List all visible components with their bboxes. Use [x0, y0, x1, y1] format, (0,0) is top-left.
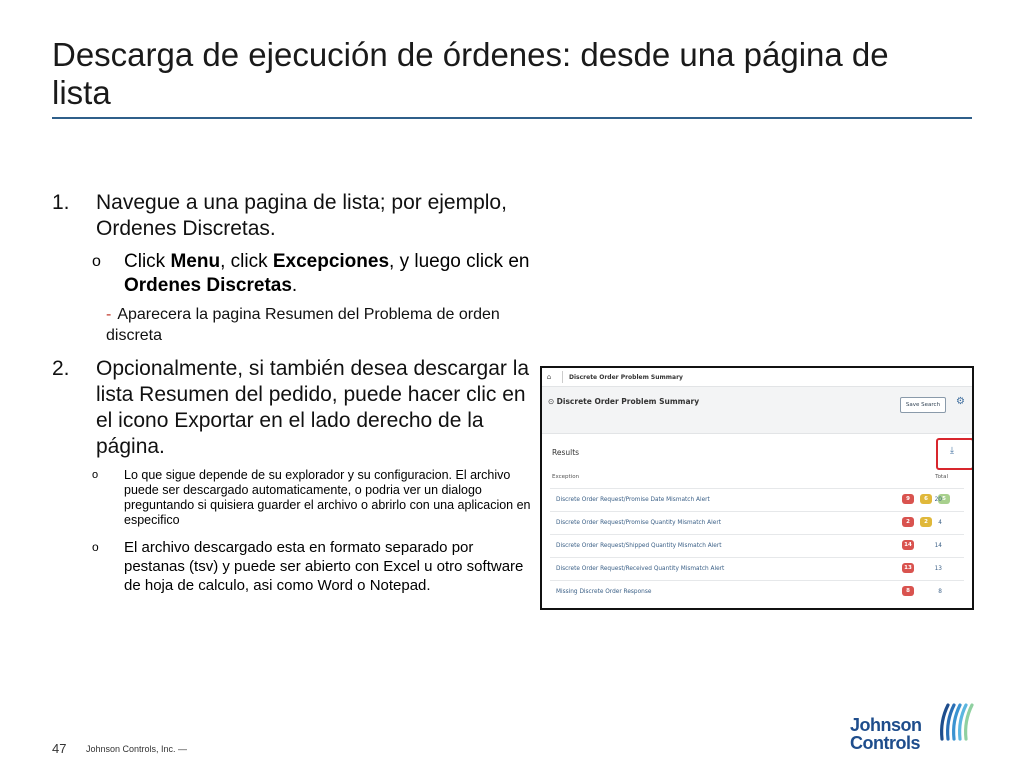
circle-bullet-icon: o: [92, 469, 99, 481]
table-row[interactable]: [550, 557, 964, 580]
table-row[interactable]: [550, 488, 964, 511]
step-1: [52, 190, 532, 242]
home-icon[interactable]: ⌂: [546, 373, 552, 381]
results-table: [550, 488, 964, 603]
text-part: .: [291, 275, 298, 296]
total-count[interactable]: 4: [938, 520, 942, 526]
title-divider: [52, 117, 972, 119]
slide-content: [52, 190, 532, 595]
count-badge[interactable]: 9: [902, 494, 914, 504]
step-2-sub-bullet-2: [92, 538, 532, 595]
table-row[interactable]: [550, 580, 964, 603]
count-badge[interactable]: 6: [920, 494, 932, 504]
step-2: [52, 356, 532, 460]
app-screenshot: [540, 366, 974, 610]
exception-link[interactable]: Discrete Order Request/Received Quantity Mismatch Alert: [556, 566, 725, 572]
exception-link[interactable]: Discrete Order Request/Shipped Quantity Mismatch Alert: [556, 543, 722, 549]
circle-bullet-icon: o: [92, 540, 99, 554]
app-topbar: [542, 368, 972, 387]
step-text: Opcionalmente, si también desea descargar la lista Resumen del pedido, puede hacer clic en el icono Exportar en el lado derecho de la página.: [96, 357, 530, 458]
results-panel: [542, 434, 972, 608]
menu-keyword: Menu: [170, 251, 221, 272]
column-total[interactable]: Total: [935, 474, 948, 480]
count-badge[interactable]: 5: [938, 494, 950, 504]
breadcrumb[interactable]: Discrete Order Problem Summary: [569, 373, 683, 381]
page-title: [548, 397, 699, 406]
gear-icon[interactable]: ⚙: [956, 396, 965, 407]
total-count[interactable]: 14: [934, 543, 942, 549]
page-number: 47: [52, 741, 67, 756]
step-number: 2.: [52, 357, 70, 380]
results-heading: Results: [552, 448, 580, 457]
download-icon[interactable]: ⤓: [950, 446, 954, 456]
count-badge[interactable]: 8: [902, 586, 914, 596]
text-part: Click: [124, 251, 171, 272]
logo-swirl-icon: [934, 699, 978, 743]
total-count[interactable]: 8: [938, 589, 942, 595]
sub-bullet-text: Lo que sigue depende de su explorador y su configuracion. El archivo puede ser descargado automaticamente, o podria ver un dialogo preguntando si quisiera guarder el archivo o abrirlo con una aplicacion en especifico: [124, 468, 531, 527]
excepciones-keyword: Excepciones: [272, 251, 390, 272]
table-header: [552, 474, 962, 480]
collapse-icon[interactable]: ⊙: [548, 397, 557, 406]
save-search-button[interactable]: Save Search: [900, 397, 946, 413]
sub-bullet-text: El archivo descargado esta en formato separado por pestanas (tsv) y puede ser abierto con Excel u otro software de hoja de calculo, asi como Word o Notepad.: [124, 539, 524, 594]
exception-link[interactable]: Discrete Order Request/Promise Quantity Mismatch Alert: [556, 520, 721, 526]
dash-bullet: -: [106, 306, 112, 323]
count-badge[interactable]: 2: [920, 517, 932, 527]
logo-word-2: Controls: [850, 733, 920, 753]
text-part: , click: [220, 251, 273, 272]
step-number: 1.: [52, 191, 70, 214]
johnson-controls-logo: [848, 699, 978, 755]
footer-company: Johnson Controls, Inc. —: [86, 744, 188, 754]
ordenes-discretas-keyword: Ordenes Discretas: [124, 275, 292, 296]
note-text: Aparecera la pagina Resumen del Problema de orden discreta: [106, 306, 500, 344]
table-row[interactable]: [550, 534, 964, 557]
app-header: [542, 387, 972, 434]
count-badge[interactable]: 13: [902, 563, 914, 573]
sub-bullet-text: [124, 250, 532, 298]
table-row[interactable]: [550, 511, 964, 534]
logo-word-1: Johnson: [850, 715, 922, 735]
slide-title: Descarga de ejecución de órdenes: desde una página de lista: [52, 36, 889, 111]
export-highlight: [936, 438, 974, 470]
count-badge[interactable]: 14: [902, 540, 914, 550]
step-2-sub-bullet-1: [92, 468, 532, 528]
exception-link[interactable]: Missing Discrete Order Response: [556, 589, 652, 595]
circle-bullet-icon: o: [92, 253, 101, 270]
text-part: , y luego click en: [389, 251, 530, 272]
step-text: Navegue a una pagina de lista; por ejemplo, Ordenes Discretas.: [96, 191, 507, 240]
column-exception[interactable]: Exception: [552, 474, 580, 480]
total-count[interactable]: 20: [934, 497, 942, 503]
page-title-text: Discrete Order Problem Summary: [556, 397, 700, 406]
divider: [562, 371, 563, 383]
step-1-note: [106, 304, 532, 346]
step-1-sub-bullet: [92, 250, 532, 298]
total-count[interactable]: 13: [934, 566, 942, 572]
exception-link[interactable]: Discrete Order Request/Promise Date Mismatch Alert: [556, 497, 710, 503]
count-badge[interactable]: 2: [902, 517, 914, 527]
